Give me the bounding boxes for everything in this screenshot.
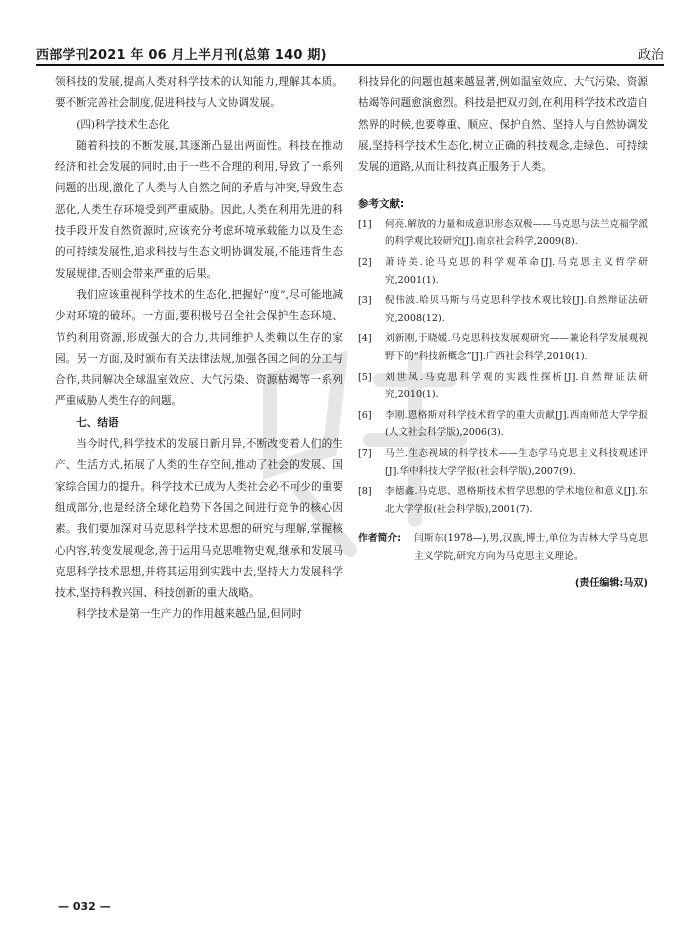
reference-number: [7] xyxy=(358,447,372,459)
journal-title: 西部学刊2021 年 06 月上半月刊(总第 140 期) xyxy=(36,48,327,63)
reference-item xyxy=(358,483,648,518)
reference-item xyxy=(358,330,648,365)
body-paragraph: 科技异化的问题也越来越显著,例如温室效应、大气污染、资源枯竭等问题愈演愈烈。科技是把双刃剑,在利用科学技术改造自然界的时候,也要尊重、顺应、保护自然、坚持人与自然协调发展,坚持科学技术生态化,树立正确的科技观念,走绿色、可持续发展的道路,从而让科技真正服务于人类。 xyxy=(358,76,648,174)
reference-number: [4] xyxy=(358,333,372,345)
author-bio-text: 闫斯东(1978—),男,汉族,博士,单位为吉林大学马克思主义学院,研究方向为马克思主义理论。 xyxy=(414,533,648,562)
reference-item xyxy=(358,445,648,480)
section-heading: 七、结语 xyxy=(76,416,119,429)
page-number: — 032 — xyxy=(58,900,111,913)
references-title: 参考文献: xyxy=(358,198,405,211)
reference-text: 刘新刚,于晓媛.马克思科技发展观研究——兼论科学发展观视野下的“科技新概念”[J].广西社会科学,2010(1). xyxy=(385,333,648,362)
reference-number: [8] xyxy=(358,486,372,498)
reference-item xyxy=(358,407,648,442)
reference-text: 马兰.生态视域的科学技术——生态学马克思主义科技观述评[J].华中科技大学学报(社会科学版),2007(9). xyxy=(385,447,648,477)
body-paragraph: 当今时代,科学技术的发展日新月异,不断改变着人们的生产、生活方式,拓展了人类的生存空间,推动了社会的发展、国家综合国力的提升。科学技术已成为人类社会必不可少的重要组成部分,也是经济全球化趋势下各国之间进行竞争的核心因素。我们要加深对马克思科学技术思想的研究与理解,掌握核心内容,转变发展观念,善于运用马克思唯物史观,继承和发展马克思科学技术思想,并将其运用到实践中去,坚持大力发展科学技术,坚持科教兴国、科技创新的重大战略。 xyxy=(55,438,343,600)
reference-number: [2] xyxy=(358,256,372,268)
reference-text: 萧诗美.论马克思的科学观革命[J].马克思主义哲学研究,2001(1). xyxy=(385,256,648,286)
body-paragraph: 随着科技的不断发展,其逐渐凸显出两面性。科技在推动经济和社会发展的同时,由于一些不合理的利用,导致了一系列问题的出现,激化了人类与人自然之间的矛盾与冲突,导致生态恶化,人类生存环境受到严重威胁。因此,人类在利用先进的科技手段开发自然资源时,应该充分考虑环境承载能力以及生态的可持续发展性,追求科技与生态文明协调发展,不能违背生态发展规律,否则会带来严重的后果。 xyxy=(55,139,343,280)
reference-number: [6] xyxy=(358,409,372,421)
body-paragraph: 领科技的发展,提高人类对科学技术的认知能力,理解其本质。要不断完善社会制度,促进科技与人文协调发展。 xyxy=(55,76,343,110)
reference-number: [1] xyxy=(358,218,372,230)
reference-item xyxy=(358,216,648,251)
page-header xyxy=(36,40,664,66)
left-column xyxy=(55,72,343,626)
reference-item xyxy=(358,369,648,404)
reference-number: [5] xyxy=(358,371,372,383)
body-paragraph: 科学技术是第一生产力的作用越来越凸显,但同时 xyxy=(76,608,303,621)
reference-text: 李刚.恩格斯对科学技术哲学的重大贡献[J].西南师范大学学报(人文社会科学版),2006(3). xyxy=(385,409,648,439)
responsible-editor: (责任编辑:马双) xyxy=(574,578,648,590)
reference-text: 倪伟波.哈贝马斯与马克思科学技术观比较[J].自然辩证法研究,2008(12). xyxy=(385,295,648,324)
reference-item xyxy=(358,254,648,289)
reference-number: [3] xyxy=(358,295,372,307)
right-column xyxy=(358,72,648,595)
reference-item xyxy=(358,292,648,327)
author-bio xyxy=(358,530,648,565)
reference-text: 李德鑫.马克思、恩格斯技术哲学思想的学术地位和意义[J].东北大学学报(社会科学版),2001(7). xyxy=(385,486,648,515)
reference-text: 何亮.解放的力量和成意识形态双极——马克思与法兰克福学派的科学观比较研究[J].南京社会科学,2009(8). xyxy=(385,218,648,248)
reference-text: 刘世凤.马克思科学观的实践性探析[J].自然辩证法研究,2010(1). xyxy=(385,371,648,401)
author-bio-label: 作者简介: xyxy=(358,533,402,545)
subsection-heading: (四)科学技术生态化 xyxy=(76,118,170,131)
body-paragraph: 我们应该重视科学技术的生态化,把握好“度”,尽可能地减少对环境的破坏。一方面,要积极号召全社会保护生态环境、节约利用资源,形成强大的合力,共同维护人类赖以生存的家园。另一方面,及时颁布有关法律法规,加强各国之间的分工与合作,共同解决全球温室效应、大气污染、资源枯竭等一系列严重威胁人类生存的问题。 xyxy=(55,288,343,408)
references-list xyxy=(358,216,648,519)
section-name: 政治 xyxy=(637,48,664,63)
